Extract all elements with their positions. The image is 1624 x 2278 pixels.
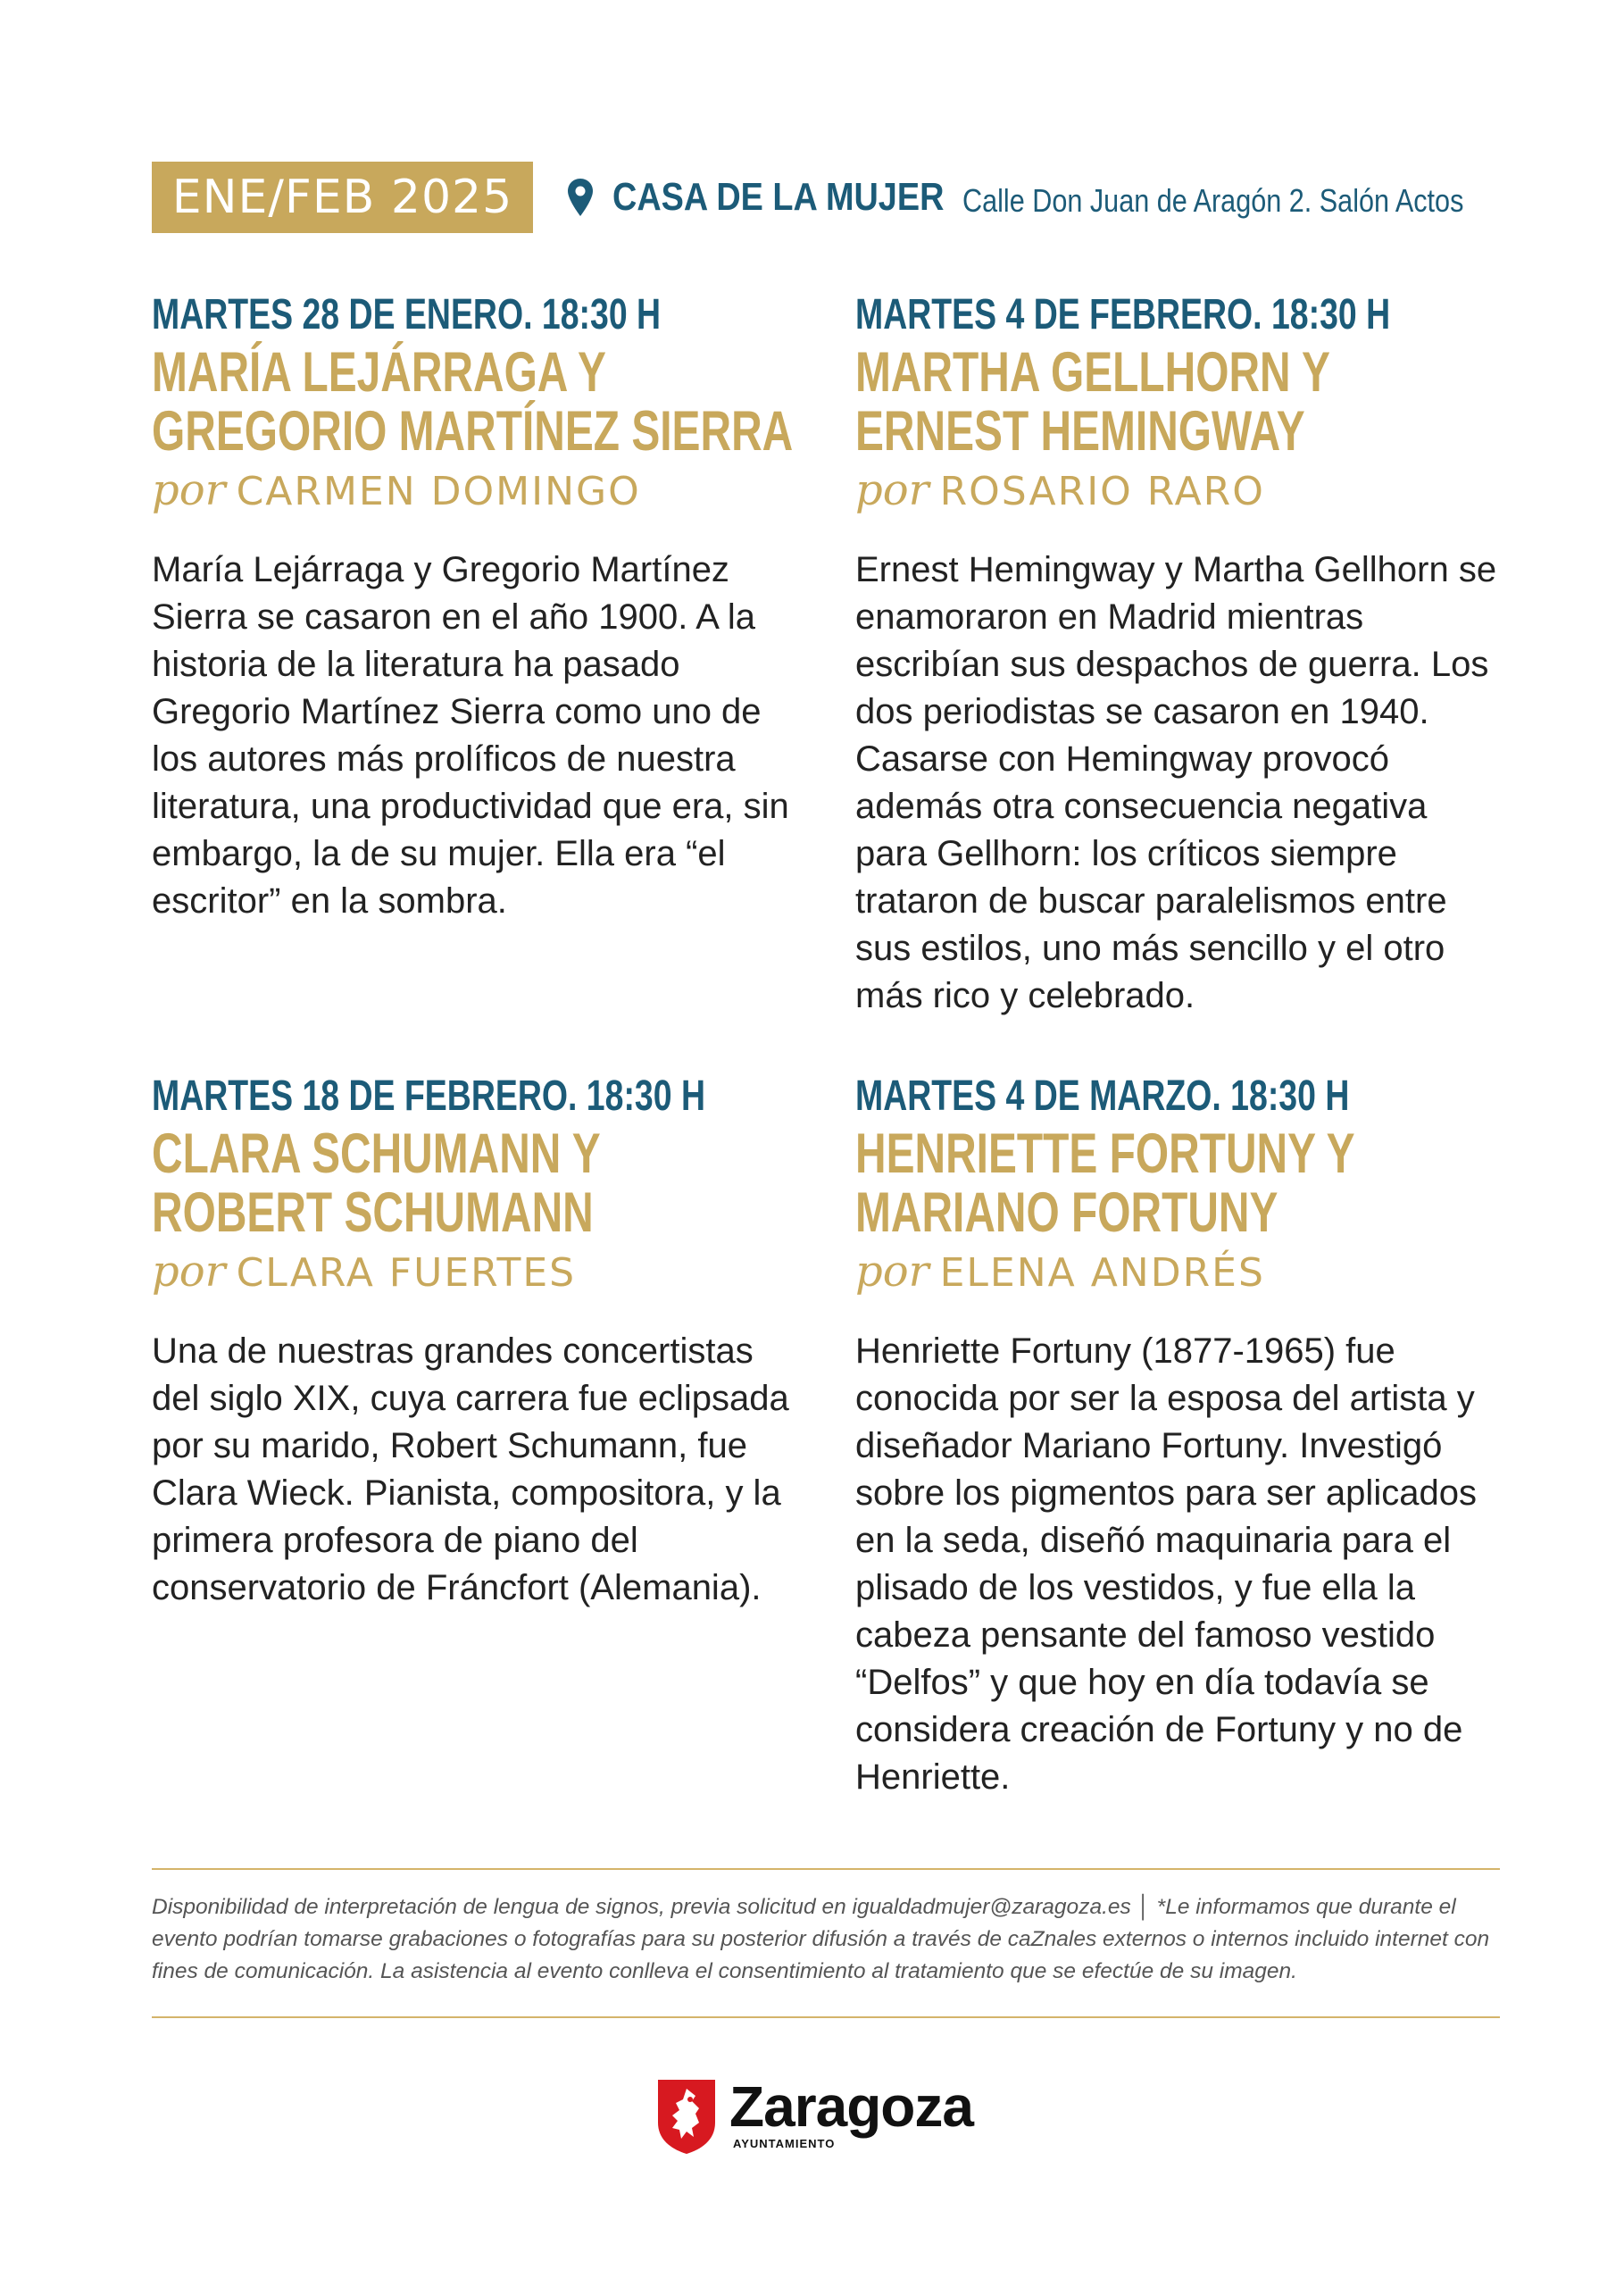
por-label: por [152,465,226,515]
location-pin-icon [567,178,594,217]
event-card [855,1069,1498,1801]
event-speaker-line [152,463,795,518]
event-date: MARTES 28 DE ENERO. 18:30 H [152,291,662,338]
logo-subtitle: AYUNTAMIENTO [733,2137,836,2150]
event-speaker-line [152,1244,795,1299]
event-title-line2: MARIANO FORTUNY [855,1181,1278,1244]
header [152,162,1500,233]
event-title-line2: ROBERT SCHUMANN [152,1181,594,1244]
event-speaker: CARMEN DOMINGO [236,469,641,514]
event-title-line1: MARTHA GELLHORN Y [855,341,1330,404]
event-description: María Lejárraga y Gregorio Martínez Sierra se casaron en el año 1900. A la historia de la literatura ha pasado Gregorio Martínez Sierra como uno de los autores más prolíficos de nuestra literatura, una productividad que era, sin embargo, la de su mujer. Ella era “el escritor” en la sombra. [152,550,789,921]
divider-top [152,1868,1500,1870]
event-speaker: CLARA FUERTES [236,1250,577,1296]
event-card [855,288,1498,1020]
event-card [152,1069,795,1612]
event-speaker: ROSARIO RARO [939,469,1265,514]
footnote: Disponibilidad de interpretación de lengua de signos, previa solicitud en igualdadmujer@zaragoza.es │ *Le informamos que durante el evento podrían tomarse grabaciones o fotografías para su posterior difusión a través de caZnales externos o internos incluido internet con fines de comunicación. La asistencia al evento conlleva el consentimiento al tratamiento que se efectúe de su imagen. [152,1895,1490,1983]
event-speaker-line [855,463,1498,518]
por-label: por [152,1247,226,1297]
venue-name: CASA DE LA MUJER [612,175,945,219]
event-speaker-line [855,1244,1498,1299]
event-date: MARTES 4 DE MARZO. 18:30 H [855,1072,1350,1120]
event-date: MARTES 18 DE FEBRERO. 18:30 H [152,1072,705,1120]
logo-name: Zaragoza [729,2074,973,2139]
event-card [152,288,795,925]
por-label: por [855,465,929,515]
event-title-line1: MARÍA LEJÁRRAGA Y [152,341,606,404]
por-label: por [855,1247,929,1297]
event-date: MARTES 4 DE FEBRERO. 18:30 H [855,291,1391,338]
event-description: Henriette Fortuny (1877-1965) fue conocida por ser la esposa del artista y diseñador Mariano Fortuny. Investigó sobre los pigmentos para ser aplicados en la seda, diseñó maquinaria para el plisado de los vestidos, y fue ella la cabeza pensante del famoso vestido “Delfos” y que hoy en día todavía se considera creación de Fortuny y no de Henriette. [855,1331,1477,1797]
event-title-line1: HENRIETTE FORTUNY Y [855,1122,1355,1185]
date-badge: ENE/FEB 2025 [152,162,533,233]
event-title-line2: ERNEST HEMINGWAY [855,400,1305,463]
event-description: Una de nuestras grandes concertistas del siglo XIX, cuya carrera fue eclipsada por su marido, Robert Schumann, fue Clara Wieck. Pianista, compositora, y la primera profesora de piano del conservatorio de Fráncfort (Alemania). [152,1331,789,1607]
venue-address: Calle Don Juan de Aragón 2. Salón Actos [962,182,1464,219]
event-title-line1: CLARA SCHUMANN Y [152,1122,601,1185]
zaragoza-lion-shield-icon [656,2078,717,2155]
zaragoza-logo [656,2074,978,2158]
divider-bottom [152,2016,1500,2018]
event-speaker: ELENA ANDRÉS [939,1250,1265,1296]
event-title-line2: GREGORIO MARTÍNEZ SIERRA [152,400,794,463]
event-description: Ernest Hemingway y Martha Gellhorn se enamoraron en Madrid mientras escribían sus despachos de guerra. Los dos periodistas se casaron en 1940. Casarse con Hemingway provocó además otra consecuencia negativa para Gellhorn: los críticos siempre trataron de buscar paralelismos entre sus estilos, uno más sencillo y el otro más rico y celebrado. [855,550,1497,1015]
